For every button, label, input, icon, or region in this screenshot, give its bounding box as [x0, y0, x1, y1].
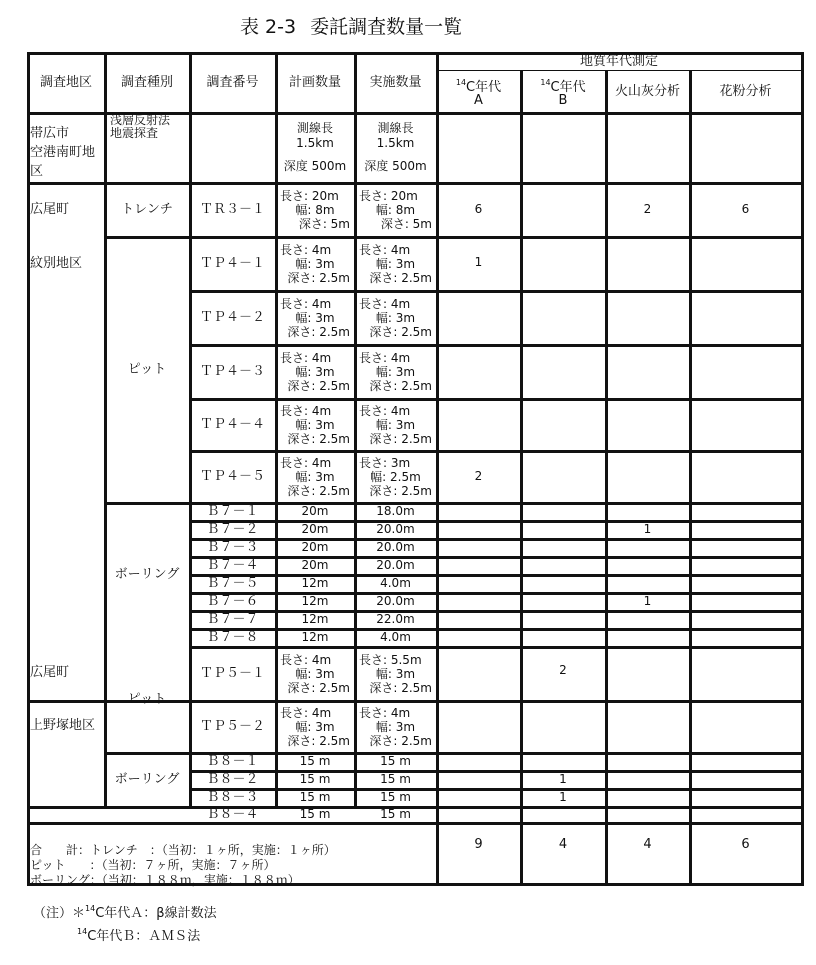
b8-4-actual: 15 m [380, 808, 411, 821]
tp4-4-actual-width: 幅: 3m [375, 417, 416, 432]
tp4-1-planned-width: 幅: 3m [295, 256, 335, 271]
tp5-1-actual-length: 長さ: 5.5m [359, 652, 422, 667]
tp4-3-actual-length: 長さ: 4m [359, 350, 411, 365]
area-obihiro-line-1: 帯広市 [30, 126, 70, 141]
table-vertical-rule [605, 806, 608, 886]
area-monbetsu-town-line-1: 広尾町 [30, 202, 70, 217]
b7-7-ash [607, 612, 688, 627]
id-tp4-2: ＴＰ４－２ [199, 309, 265, 325]
b8-2-c14b: 1 [559, 772, 567, 786]
tp4-1-actual [356, 238, 435, 289]
b7-6-actual: 20.0m [376, 594, 415, 608]
tr3-1-planned-length: 長さ: 20m [280, 188, 339, 203]
survey-planned-length: 1.5km [296, 136, 334, 150]
header-c14a [438, 72, 519, 111]
tp4-4-planned-length: 長さ: 4m [280, 403, 332, 418]
tp5-2-planned [277, 702, 353, 751]
tp4-2-actual-length: 長さ: 4m [359, 296, 411, 311]
tp5-1-planned-width: 幅: 3m [295, 666, 335, 681]
b7-8-planned: 12m [301, 630, 329, 644]
id-b8-1: Ｂ８－１ [206, 754, 259, 769]
id-tp5-1: ＴＰ５－１ [199, 665, 265, 681]
b7-3-actual: 20.0m [376, 540, 415, 554]
id-b7-2: Ｂ７－２ [206, 522, 259, 537]
tr3-1-planned [277, 184, 353, 235]
b7-4-ash [607, 558, 688, 573]
tr3-1-planned-depth: 深さ: 5m [298, 216, 350, 231]
tp4-5-planned-width: 幅: 3m [295, 469, 335, 484]
total-c14a: 9 [474, 837, 483, 852]
table-horizontal-rule [436, 70, 802, 71]
tp4-1-planned [277, 238, 353, 289]
b7-3-planned: 20m [301, 540, 329, 554]
header-c14b-label: C年代 [550, 80, 586, 95]
tp5-1-c14b: 2 [559, 663, 567, 677]
title-number: 2-3 [265, 16, 297, 38]
b7-3-ash [607, 540, 688, 555]
tr3-1-actual-width: 幅: 8m [375, 202, 416, 217]
tr3-1-ash: 2 [643, 202, 652, 216]
tp4-4-actual-length: 長さ: 4m [359, 403, 411, 418]
tp4-1-c14a: 1 [474, 255, 483, 269]
area-kaminoduka-town-line-1: 広尾町 [30, 665, 70, 680]
tp4-3-actual [356, 346, 435, 397]
header-type: 調査種別 [120, 75, 173, 90]
id-b7-5: Ｂ７－５ [206, 576, 259, 591]
id-tp4-1: ＴＰ４－１ [199, 255, 265, 271]
header-c14a-superscript: 14 [455, 78, 467, 87]
header-geologic-dating: 地質年代測定 [579, 54, 658, 69]
b7-2-actual: 20.0m [376, 522, 415, 536]
area-obihiro-line-2: 空港南町地 [30, 145, 96, 160]
b8-1-actual: 15 m [380, 754, 411, 768]
b7-6-planned: 12m [301, 594, 329, 608]
tp4-2-actual [356, 292, 435, 343]
type-pit-kaminoduka: ピット [127, 691, 167, 707]
header-area: 調査地区 [39, 75, 92, 90]
id-b8-2: Ｂ８－２ [206, 772, 259, 787]
b8-1-c14b [522, 754, 604, 769]
b7-2-planned: 20m [301, 522, 329, 536]
header-c14a-line1 [456, 76, 501, 94]
header-number: 調査番号 [206, 75, 259, 90]
tp4-5-actual-depth: 深さ: 2.5m [369, 483, 432, 498]
id-b7-3: Ｂ７－３ [206, 540, 259, 555]
footnote-1-text: C年代Ａ：β線計数法 [95, 906, 217, 921]
b8-1-planned: 15 m [299, 754, 331, 768]
b7-5-planned: 12m [301, 576, 329, 590]
tp5-1-planned-depth: 深さ: 2.5m [287, 680, 350, 695]
tp4-2-planned-depth: 深さ: 2.5m [287, 324, 350, 339]
tr3-1-actual-depth: 深さ: 5m [380, 216, 432, 231]
tp4-5-actual-length: 長さ: 3m [359, 455, 411, 470]
tr3-1-actual-length: 長さ: 20m [359, 188, 418, 203]
b7-1-actual: 18.0m [376, 504, 415, 518]
summary-line-boring: ボーリング：（当初：１８８ｍ，実施：１８８ｍ） [30, 873, 300, 887]
tp5-2-c14b [522, 702, 604, 751]
tp4-3-actual-depth: 深さ: 2.5m [369, 378, 432, 393]
tp4-1-planned-depth: 深さ: 2.5m [287, 270, 350, 285]
tp4-5-actual-width: 幅: 2.5m [370, 469, 421, 484]
type-pit-monbetsu: ピット [127, 361, 167, 377]
header-planned: 計画数量 [288, 75, 341, 90]
tp5-2-actual-length: 長さ: 4m [359, 705, 411, 720]
id-tp4-3: ＴＰ４－３ [199, 363, 265, 379]
area-monbetsu-district [30, 256, 82, 272]
title-prefix: 表 [240, 16, 260, 38]
summary-line-trench: 合 計：トレンチ ：（当初：１ヶ所，実施：１ヶ所） [30, 843, 336, 857]
b7-1-planned: 20m [301, 504, 329, 518]
type-seismic-survey [106, 114, 188, 181]
b8-4-planned: 15 m [299, 808, 331, 821]
survey-actual [356, 114, 435, 181]
footnotes [33, 900, 433, 946]
tp4-3-c14a [438, 346, 519, 397]
tp4-3-planned-depth: 深さ: 2.5m [287, 378, 350, 393]
id-b7-7: Ｂ７－７ [206, 612, 259, 627]
header-volcanic-ash: 火山灰分析 [614, 84, 680, 99]
tp4-4-c14a [438, 400, 519, 449]
tp5-2-actual-width: 幅: 3m [375, 719, 416, 734]
area-obihiro-line-3: 区 [30, 164, 44, 179]
tp4-4-planned-width: 幅: 3m [295, 417, 335, 432]
survey-actual-label: 測線長 [377, 121, 414, 135]
tp5-1-actual-depth: 深さ: 2.5m [369, 680, 432, 695]
type-boring-kaminoduka: ボーリング [114, 771, 180, 787]
b8-2-planned: 15 m [299, 772, 331, 786]
b7-4-planned: 20m [301, 558, 329, 572]
survey-planned-depth: 深度 500m [283, 159, 347, 173]
b8-3-actual: 15 m [380, 790, 411, 804]
b8-3-planned: 15 m [299, 790, 331, 804]
header-actual: 実施数量 [369, 75, 422, 90]
area-kaminoduka-district-line-1: 上野塚地区 [30, 718, 96, 733]
b7-7-actual: 22.0m [376, 612, 415, 626]
area-kaminoduka-district [30, 718, 95, 734]
summary-text [30, 843, 440, 888]
tp5-2-planned-width: 幅: 3m [295, 719, 335, 734]
tp5-2-actual [356, 702, 435, 751]
b8-3-c14b: 1 [559, 790, 567, 804]
tr3-1-c14a: 6 [474, 202, 483, 216]
header-c14b-superscript: 14 [540, 78, 551, 87]
area-monbetsu-town [30, 202, 69, 218]
b7-5-actual: 4.0m [380, 576, 411, 590]
header-c14a-variant: A [474, 93, 483, 108]
id-tp4-5: ＴＰ４－５ [199, 468, 265, 484]
total-c14b: 4 [558, 837, 568, 852]
tp4-4-planned [277, 400, 353, 449]
tp4-3-planned-width: 幅: 3m [295, 364, 335, 379]
header-c14b [522, 72, 604, 111]
tp5-1-planned [277, 648, 353, 699]
title-text: 委託調査数量一覧 [310, 16, 463, 38]
tr3-1-planned-width: 幅: 8m [295, 202, 335, 217]
id-tp4-4: ＴＰ４－４ [199, 416, 265, 432]
area-obihiro [30, 124, 95, 181]
tp4-5-planned [277, 452, 353, 501]
area-monbetsu-district-line-1: 紋別地区 [30, 256, 83, 271]
footnote-1-superscript: 14 [85, 904, 96, 913]
id-b7-6: Ｂ７－６ [206, 594, 259, 609]
type-trench: トレンチ [121, 201, 173, 217]
tp4-1-planned-length: 長さ: 4m [280, 242, 332, 257]
tp4-5-planned-length: 長さ: 4m [280, 455, 332, 470]
tp4-5-actual [356, 452, 435, 501]
tp4-2-actual-width: 幅: 3m [375, 310, 416, 325]
id-b7-8: Ｂ７－８ [206, 630, 259, 645]
tp4-2-c14a [438, 292, 519, 343]
tp4-1-actual-width: 幅: 3m [375, 256, 416, 271]
tp4-1-actual-depth: 深さ: 2.5m [369, 270, 432, 285]
footnote-2-superscript: 14 [77, 927, 88, 936]
tp4-3-planned [277, 346, 353, 397]
tr3-1-actual [356, 184, 435, 235]
tp4-2-planned-length: 長さ: 4m [280, 296, 332, 311]
tr3-1-pollen: 6 [741, 202, 750, 216]
tp4-2-planned [277, 292, 353, 343]
survey-actual-length: 1.5km [376, 136, 415, 150]
tp4-5-c14a: 2 [474, 469, 483, 483]
id-tr3-1: ＴＲ３－１ [199, 201, 265, 217]
tp4-4-actual-depth: 深さ: 2.5m [369, 431, 432, 446]
header-c14b-line1 [540, 76, 585, 94]
footnote-line-2 [33, 923, 433, 946]
tp5-1-actual [356, 648, 435, 699]
tp4-5-planned-depth: 深さ: 2.5m [287, 483, 350, 498]
tp4-2-actual-depth: 深さ: 2.5m [369, 324, 432, 339]
type-seismic-line-2: 地震探査 [110, 126, 159, 140]
id-b7-1: Ｂ７－１ [206, 504, 259, 519]
type-boring-monbetsu: ボーリング [114, 566, 180, 582]
b7-4-actual: 20.0m [376, 558, 415, 572]
b7-2-ash: 1 [643, 522, 652, 536]
tp4-4-actual [356, 400, 435, 449]
tp5-2-planned-depth: 深さ: 2.5m [287, 733, 350, 748]
header-c14a-label: C年代 [466, 80, 502, 95]
table-vertical-rule [801, 52, 804, 825]
tp5-2-planned-length: 長さ: 4m [280, 705, 332, 720]
id-b8-3: Ｂ８－３ [206, 790, 259, 805]
id-b8-4: Ｂ８－４ [206, 808, 259, 821]
footnote-2-text: C年代Ｂ：ＡＭＳ法 [87, 929, 201, 944]
area-kaminoduka-town [30, 665, 69, 681]
table-vertical-rule [689, 806, 692, 886]
tp4-4-planned-depth: 深さ: 2.5m [287, 431, 350, 446]
b7-8-ash [607, 630, 688, 645]
table-title [240, 12, 540, 42]
table-vertical-rule [801, 806, 804, 886]
tp5-2-actual-depth: 深さ: 2.5m [369, 733, 432, 748]
b7-5-ash [607, 576, 688, 591]
header-pollen: 花粉分析 [719, 84, 772, 99]
total-pollen: 6 [741, 837, 750, 852]
tp4-3-actual-width: 幅: 3m [375, 364, 416, 379]
summary-line-pit: ピット ：（当初：７ヶ所，実施：７ヶ所） [30, 858, 276, 872]
survey-actual-depth: 深度 500m [364, 159, 427, 173]
survey-planned [277, 114, 353, 181]
b8-2-actual: 15 m [380, 772, 411, 786]
total-ash: 4 [643, 837, 652, 852]
header-c14b-variant: B [558, 93, 568, 108]
survey-planned-label: 測線長 [296, 121, 333, 135]
tp5-1-planned-length: 長さ: 4m [280, 652, 332, 667]
type-seismic-line-1: 浅層反射法 [110, 114, 171, 127]
b7-1-ash [607, 504, 688, 519]
b7-8-actual: 4.0m [380, 630, 411, 644]
footnote-line-1 [33, 900, 433, 923]
id-b7-4: Ｂ７－４ [206, 558, 259, 573]
tp4-3-planned-length: 長さ: 4m [280, 350, 332, 365]
b7-7-planned: 12m [301, 612, 329, 626]
id-tp5-2: ＴＰ５－２ [199, 718, 265, 734]
b7-6-ash: 1 [643, 594, 652, 608]
tp4-2-planned-width: 幅: 3m [295, 310, 335, 325]
tp4-1-actual-length: 長さ: 4m [359, 242, 411, 257]
table-vertical-rule [520, 806, 523, 886]
footnote-label: （注）＊ [33, 906, 86, 921]
tp5-1-actual-width: 幅: 3m [375, 666, 416, 681]
